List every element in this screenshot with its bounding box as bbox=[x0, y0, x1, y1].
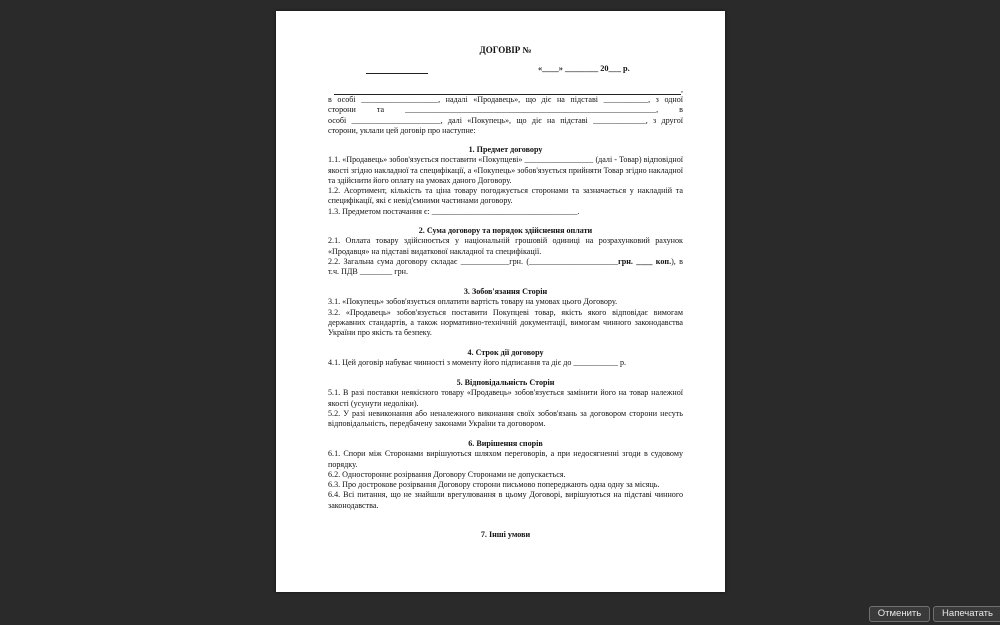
cancel-button[interactable]: Отменить bbox=[869, 606, 930, 622]
place-blank-line bbox=[366, 64, 428, 74]
document-title: ДОГОВІР № bbox=[479, 45, 532, 55]
clause: 2.2. Загальна сума договору складає ____________грн. (______________________грн. ____ коп.), в т.ч. ПДВ ________ грн. bbox=[328, 256, 683, 277]
clause: 6.2. Одностороннє розірвання Договору Сторонами не допускається. bbox=[328, 469, 566, 479]
intro-paragraph bbox=[328, 85, 683, 136]
section-3 bbox=[328, 287, 683, 338]
section-7 bbox=[328, 530, 683, 540]
clause: 3.1. «Покупець» зобов'язується оплатити вартість товару на умовах цього Договору. bbox=[328, 297, 618, 307]
clause: 1.1. «Продавець» зобов'язується поставити «Покупцеві» _________________ (далі - Товар) відповідної якості згідно накладної та специфікації, а «Покупець» зобов'язується прийняти Товар згідно накладної та здійснити його оплату на умовах даного Договору. bbox=[328, 155, 683, 185]
clause: 4.1. Цей договір набуває чинності з моменту його підписання та діє до ___________ р. bbox=[328, 358, 627, 368]
section-title: 5. Відповідальність Сторін bbox=[456, 378, 555, 387]
intro-line: в особі ___________________, надалі «Продавець», що діє на підставі ___________, з одної bbox=[328, 95, 683, 104]
section-title: 3. Зобов'язання Сторін bbox=[463, 287, 548, 296]
print-button[interactable]: Напечатать bbox=[933, 606, 1000, 622]
intro-line: сторони, уклали цей договір про наступне: bbox=[328, 125, 476, 135]
section-2 bbox=[328, 226, 683, 277]
clause: 5.1. В разі поставки неякісного товару «Продавець» зобов'язується замінити його на товар належної якості (усунути недоліки). bbox=[328, 388, 683, 408]
section-title: 6. Вирішення спорів bbox=[468, 439, 543, 448]
party-name-line: , bbox=[328, 85, 683, 95]
clause: 6.1. Спори між Сторонами вирішуються шляхом переговорів, а при недосягненні згоди в судовому порядку. bbox=[328, 449, 683, 469]
clause: 1.3. Предметом постачання є: ____________________________________. bbox=[328, 206, 580, 216]
section-title: 1. Предмет договору bbox=[468, 145, 543, 154]
clause: 5.2. У разі невиконання або неналежного виконання своїх зобов'язань за договором сторони несуть відповідальність, передбачену законами України та договором. bbox=[328, 408, 683, 429]
section-6 bbox=[328, 439, 683, 511]
section-5 bbox=[328, 378, 683, 429]
intro-line: особі ______________________, далі «Покупець», що діє на підставі _____________, з другої bbox=[328, 115, 683, 125]
date-line: «____» ________ 20___ р. bbox=[538, 64, 630, 73]
clause: 1.2. Асортимент, кількість та ціна товару погоджується сторонами та зазначається у накладній та специфікації, які є невід'ємними частинами договору. bbox=[328, 186, 683, 206]
section-4 bbox=[328, 348, 683, 369]
clause: 6.3. Про дострокове розірвання Договору сторони письмово попереджають одна одну за місяць. bbox=[328, 480, 660, 490]
clause: 3.2. «Продавець» зобов'язується поставити Покупцеві товар, якість якого відповідає вимогам державних стандартів, а також нормативно-технічній документації, вимогам чинного законодавства України про якість та безпеку. bbox=[328, 307, 683, 338]
document-page bbox=[276, 11, 725, 592]
section-title: 7. Інші умови bbox=[480, 530, 531, 539]
section-title: 4. Строк дії договору bbox=[467, 348, 544, 357]
section-1 bbox=[328, 145, 683, 217]
clause: 2.1. Оплата товару здійснюється у національній грошовій одиниці на розрахунковий рахунок «Продавця» на підставі видаткової накладної та специфікації. bbox=[328, 236, 683, 256]
section-title: 2. Сума договору та порядок здійснення оплати bbox=[418, 226, 593, 235]
clause: 6.4. Всі питання, що не знайшли врегулювання в цьому Договорі, вирішуються на підставі чинного законодавства. bbox=[328, 490, 683, 510]
intro-line: сторони та ______________________________________________________________, в bbox=[328, 105, 683, 115]
